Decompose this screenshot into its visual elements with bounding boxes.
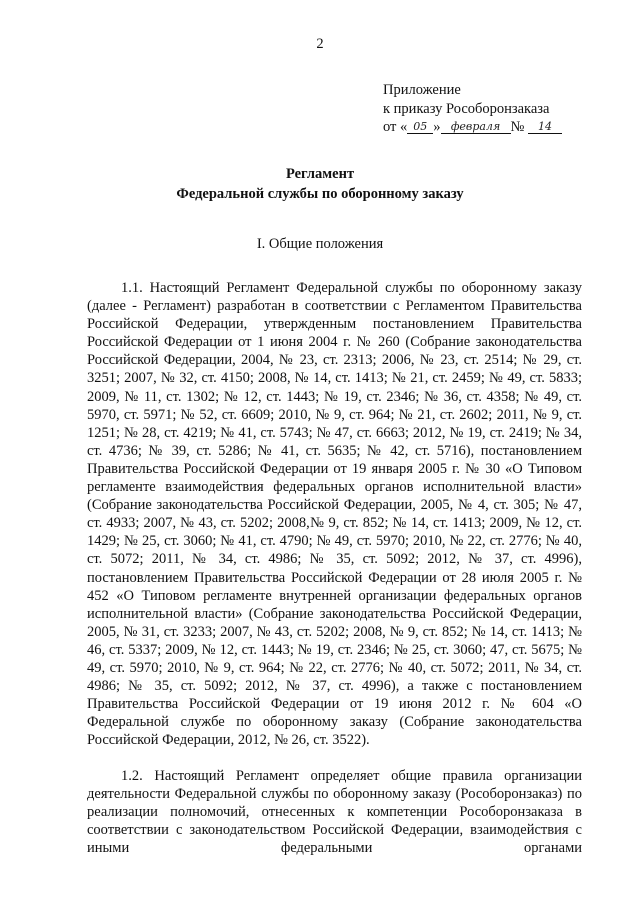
date-prefix: от «: [383, 119, 408, 135]
paragraph-1-1: [87, 279, 582, 749]
date-quote-close: »: [433, 119, 441, 135]
appendix-title: Приложение: [383, 82, 461, 98]
appendix-order-reference: к приказу Рособоронзаказа: [383, 100, 550, 117]
page-number: 2: [316, 36, 324, 52]
handwritten-month: февраля: [441, 120, 511, 134]
appendix-date-line: [383, 118, 562, 137]
document-title: Регламент: [285, 166, 355, 182]
paragraph-text: 1.1. Настоящий Регламент Федеральной службы по оборонному заказу (далее - Регламент) разработан в соответствии с Регламентом Правительства Российской Федерации, утвержденным постановлением Правительства Российской Федерации от 1 июня 2004 г. № 260 (Собрание законодательства Российской Федерации, 2004, № 23, ст. 2313; 2006, № 23, ст. 2514; № 29, ст. 3251; 2007, № 32, ст. 4150; 2008, № 14, ст. 1413; № 21, ст. 2459; № 49, ст. 5833; 2009, № 11, ст. 1302; № 12, ст. 1443; № 19, ст. 2346; № 36, ст. 4358; № 49, ст. 5970, ст. 5971; № 52, ст. 6609; 2010, № 9, ст. 964; № 21, ст. 2602; 2011, № 9, ст. 1251; № 28, ст. 4219; № 41, ст. 5743; № 47, ст. 6663; 2012, № 19, ст. 2419; № 34, ст. 4736; № 39, ст. 5286; № 41, ст. 5635; № 42, ст. 5716), постановлением Правительства Российской Федерации от 19 января 2005 г. № 30 «О Типовом регламенте взаимодействия федеральных органов исполнительной власти» (Собрание законодательства Российской Федерации, 2005, № 4, ст. 305; № 47, ст. 4933; 2007, № 43, ст. 5202; 2008,№ 9, ст. 852; № 14, ст. 1413; 2009, № 12, ст. 1429; № 25, ст. 3060; № 41, ст. 4790; № 49, ст. 5970; 2010, № 22, ст. 2776; № 40, ст. 5072; 2011, № 34, ст. 4986; № 35, ст. 5092; 2012, № 37, ст. 4996), постановлением Правительства Российской Федерации от 28 июля 2005 г. № 452 «О Типовом регламенте внутренней организации федеральных органов исполнительной власти» (Собрание законодательства Российской Федерации, 2005, № 31, ст. 3233; 2007, № 43, ст. 5202; 2008, № 9, ст. 852; № 14, ст. 1413; № 46, ст. 5337; 2009, № 12, ст. 1443; № 19, ст. 2346; № 25, ст. 3060; 47, ст. 5675; № 49, ст. 5970; 2010, № 9, ст. 964; № 22, ст. 2776; № 40, ст. 5072; 2011, № 34, ст. 4986; № 35, ст. 5092; 2012, № 37, ст. 4996), а также с постановлением Правительства Российской Федерации от 19 июня 2012 г. № 604 «О Федеральной службе по оборонному заказу (Собрание законодательства Российской Федерации, 2012, № 26, ст. 3522).: [87, 280, 582, 749]
document-subtitle: Федеральной службы по оборонному заказу: [176, 186, 464, 202]
number-label: №: [510, 119, 525, 135]
handwritten-day: 05: [407, 120, 433, 134]
paragraph-1-2: [87, 767, 582, 857]
paragraph-text: 1.2. Настоящий Регламент определяет общие правила организации деятельности Федеральной службы по оборонному заказу (Рособоронзаказ) по реализации полномочий, отнесенных к компетенции Рособоронзаказа в соответствии с законодательством Российской Федерации, взаимодействия с иными федеральными органами: [87, 768, 582, 857]
appendix-block: [383, 81, 562, 137]
handwritten-number: 14: [528, 120, 562, 134]
section-heading: I. Общие положения: [256, 236, 384, 252]
